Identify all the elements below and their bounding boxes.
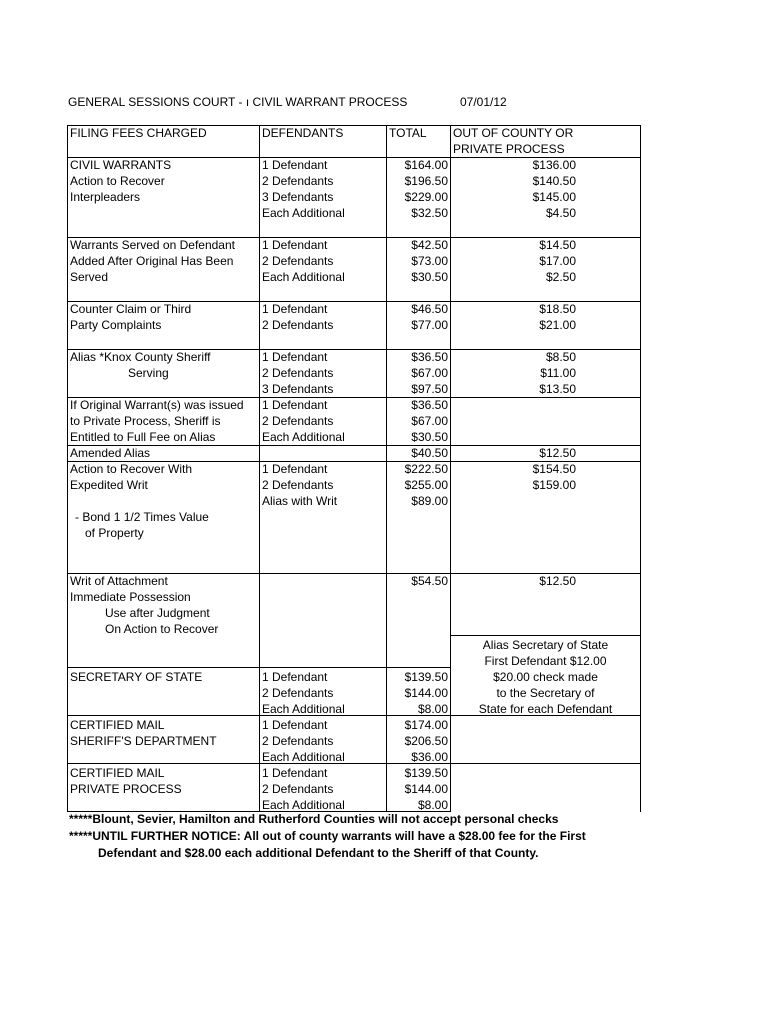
ooc-amount: $14.50 (539, 238, 576, 252)
table-border-right (640, 125, 641, 812)
defendant-count: 1 Defendant (262, 398, 328, 412)
sos-note-line: to the Secretary of (496, 686, 595, 700)
total-amount: $36.50 (411, 350, 448, 364)
total-amount: $30.50 (411, 430, 448, 444)
defendant-count: 2 Defendants (262, 366, 334, 380)
col-header-defendants: DEFENDANTS (262, 126, 344, 140)
total-amount: $46.50 (411, 302, 448, 316)
ooc-amount: $4.50 (545, 206, 576, 220)
ooc-amount: $17.00 (539, 254, 576, 268)
total-amount: $229.00 (404, 190, 448, 204)
fee-label: SHERIFF'S DEPARTMENT (70, 734, 217, 748)
ooc-amount: $159.00 (532, 478, 576, 492)
fee-label: Amended Alias (70, 446, 151, 460)
total-amount: $222.50 (404, 462, 448, 476)
defendant-count: 2 Defendants (262, 782, 334, 796)
fee-label: Immediate Possession (70, 590, 191, 604)
fee-label: Entitled to Full Fee on Alias (70, 430, 216, 444)
col-divider-1 (259, 125, 260, 812)
total-amount: $36.00 (411, 750, 448, 764)
fee-label: Expedited Writ (70, 478, 148, 492)
fee-label: If Original Warrant(s) was issued (70, 398, 244, 412)
fee-label: Served (70, 270, 109, 284)
defendant-count: 1 Defendant (262, 158, 328, 172)
ooc-amount: $21.00 (539, 318, 576, 332)
fee-label: of Property (85, 526, 144, 540)
fee-label: Use after Judgment (105, 606, 210, 620)
col-header-private-process: PRIVATE PROCESS (453, 142, 565, 156)
fee-label: CERTIFIED MAIL (70, 718, 165, 732)
sos-note-line: Alias Secretary of State (482, 638, 609, 652)
total-amount: $42.50 (411, 238, 448, 252)
defendant-count: 2 Defendants (262, 318, 334, 332)
total-amount: $73.00 (411, 254, 448, 268)
total-amount: $54.50 (411, 574, 448, 588)
ooc-amount: $18.50 (539, 302, 576, 316)
total-amount: $97.50 (411, 382, 448, 396)
row-divider (450, 635, 641, 636)
fee-label: PRIVATE PROCESS (70, 782, 182, 796)
fee-label: Party Complaints (70, 318, 162, 332)
fee-label: Counter Claim or Third (70, 302, 192, 316)
defendant-count: 2 Defendants (262, 174, 334, 188)
fee-label: CIVIL WARRANTS (70, 158, 172, 172)
total-amount: $67.00 (411, 414, 448, 428)
total-amount: $67.00 (411, 366, 448, 380)
defendant-count: Alias with Writ (262, 494, 338, 508)
fee-label: Serving (128, 366, 169, 380)
ooc-amount: $2.50 (545, 270, 576, 284)
defendant-count: 1 Defendant (262, 462, 328, 476)
footnote-out-of-county: *****UNTIL FURTHER NOTICE: All out of county warrants will have a $28.00 fee for the First (69, 829, 586, 843)
ooc-amount: $12.50 (539, 574, 576, 588)
total-amount: $144.00 (404, 782, 448, 796)
table-border-left (67, 125, 68, 812)
fee-label: - Bond 1 1/2 Times Value (75, 510, 209, 524)
total-amount: $32.50 (411, 206, 448, 220)
defendant-count: 2 Defendants (262, 254, 334, 268)
defendant-count: Each Additional (262, 206, 345, 220)
defendant-count: 2 Defendants (262, 414, 334, 428)
page-title: GENERAL SESSIONS COURT - ı CIVIL WARRANT PROCESS (68, 95, 408, 109)
total-amount: $36.50 (411, 398, 448, 412)
total-amount: $8.00 (417, 798, 448, 812)
defendant-count: Each Additional (262, 750, 345, 764)
ooc-amount: $136.00 (532, 158, 576, 172)
ooc-amount: $154.50 (532, 462, 576, 476)
defendant-count: 2 Defendants (262, 734, 334, 748)
total-amount: $174.00 (404, 718, 448, 732)
row-divider (67, 667, 450, 668)
total-amount: $30.50 (411, 270, 448, 284)
total-amount: $196.50 (404, 174, 448, 188)
defendant-count: 2 Defendants (262, 478, 334, 492)
total-amount: $255.00 (404, 478, 448, 492)
row-divider (67, 763, 641, 764)
total-amount: $164.00 (404, 158, 448, 172)
ooc-amount: $140.50 (532, 174, 576, 188)
ooc-amount: $12.50 (539, 446, 576, 460)
total-amount: $77.00 (411, 318, 448, 332)
fee-label: Interpleaders (70, 190, 141, 204)
ooc-amount: $8.50 (545, 350, 576, 364)
ooc-amount: $11.00 (540, 366, 576, 380)
col-header-out-of-county: OUT OF COUNTY OR (453, 126, 574, 140)
footnote-out-of-county-cont: Defendant and $28.00 each additional Defendant to the Sheriff of that County. (98, 846, 539, 860)
sos-note-line: State for each Defendant (478, 702, 613, 716)
total-amount: $144.00 (404, 686, 448, 700)
sos-note-line: First Defendant $12.00 (484, 654, 607, 668)
total-amount: $206.50 (404, 734, 448, 748)
sos-note-line: $20.00 check made (493, 670, 598, 684)
fee-label: On Action to Recover (105, 622, 219, 636)
defendant-count: 1 Defendant (262, 766, 328, 780)
defendant-count: 1 Defendant (262, 350, 328, 364)
fee-label: Added After Original Has Been (70, 254, 234, 268)
ooc-amount: $145.00 (532, 190, 576, 204)
col-header-total: TOTAL (389, 126, 427, 140)
total-amount: $139.50 (404, 766, 448, 780)
fee-label: Writ of Attachment (70, 574, 168, 588)
defendant-count: Each Additional (262, 798, 345, 812)
defendant-count: Each Additional (262, 430, 345, 444)
page-date: 07/01/12 (460, 95, 507, 109)
ooc-amount: $13.50 (539, 382, 576, 396)
total-amount: $8.00 (417, 702, 448, 716)
defendant-count: Each Additional (262, 702, 345, 716)
footnote-checks: *****Blount, Sevier, Hamilton and Rutherford Counties will not accept personal checks (69, 812, 559, 826)
fee-label: CERTIFIED MAIL (70, 766, 165, 780)
defendant-count: 1 Defendant (262, 238, 328, 252)
col-header-fees: FILING FEES CHARGED (70, 126, 207, 140)
defendant-count: 1 Defendant (262, 670, 328, 684)
defendant-count: 3 Defendants (262, 190, 334, 204)
fee-label: SECRETARY OF STATE (70, 670, 203, 684)
defendant-count: Each Additional (262, 270, 345, 284)
fee-label: Action to Recover (70, 174, 165, 188)
fee-label: to Private Process, Sheriff is (70, 414, 221, 428)
fee-table (67, 125, 641, 812)
defendant-count: 3 Defendants (262, 382, 334, 396)
defendant-count: 2 Defendants (262, 686, 334, 700)
fee-label: Action to Recover With (70, 462, 193, 476)
fee-label: Alias *Knox County Sheriff (70, 350, 211, 364)
defendant-count: 1 Defendant (262, 302, 328, 316)
fee-label: Warrants Served on Defendant (70, 238, 235, 252)
total-amount: $40.50 (411, 446, 448, 460)
defendant-count: 1 Defendant (262, 718, 328, 732)
total-amount: $139.50 (404, 670, 448, 684)
total-amount: $89.00 (411, 494, 448, 508)
